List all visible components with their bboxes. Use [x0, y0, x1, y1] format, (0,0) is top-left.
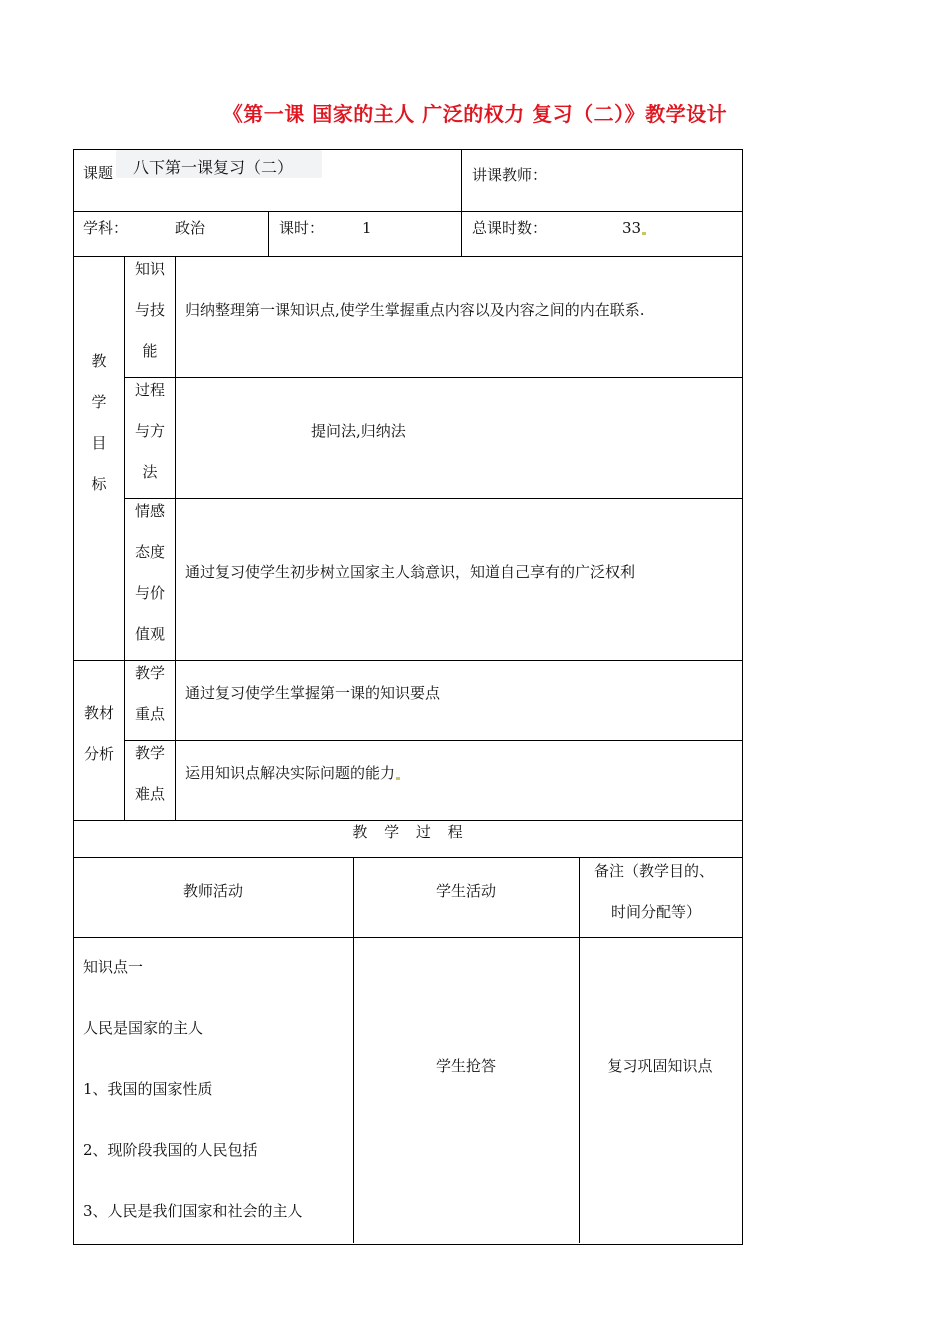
analysis-content-difficulty: 运用知识点解决实际问题的能力	[185, 766, 400, 781]
period-label: 课时：	[279, 219, 325, 237]
objective-content-emotion: 通过复习使学生初步树立国家主人翁意识，知道自己享有的广泛权利	[185, 563, 636, 581]
teacher-line: 知识点一	[83, 958, 144, 976]
col-note-line1: 备注（教学目的、	[594, 862, 715, 880]
objective-label-emotion: 情感 态度 与价 值观	[134, 502, 165, 643]
total-label: 总课时数：	[472, 219, 548, 237]
total-value: 33	[622, 221, 646, 236]
document-title: 《第一课 国家的主人 广泛的权力 复习（二）》教学设计	[222, 102, 728, 126]
analysis-label-difficulty: 教学 难点	[134, 744, 165, 803]
student-activity: 学生抢答	[435, 1057, 496, 1075]
analysis-content-key: 通过复习使学生掌握第一课的知识要点	[185, 684, 441, 702]
col-note-line2: 时间分配等）	[611, 903, 702, 921]
subject-label: 学科：	[83, 219, 129, 237]
objective-content-process: 提问法,归纳法	[311, 422, 406, 440]
teacher-line: 3、人民是我们国家和社会的主人	[83, 1202, 303, 1220]
teacher-line: 2、现阶段我国的人民包括	[83, 1141, 258, 1159]
subject-value: 政治	[175, 219, 206, 237]
teacher-line: 人民是国家的主人	[83, 1019, 204, 1037]
objective-label-process: 过程 与方 法	[134, 381, 165, 481]
analysis-label-key: 教学 重点	[134, 664, 165, 723]
topic-label: 课题	[83, 164, 114, 182]
col-student-activity: 学生活动	[435, 882, 496, 900]
objective-content-knowledge: 归纳整理第一课知识点,使学生掌握重点内容以及内容之间的内在联系.	[185, 301, 645, 319]
objective-label-knowledge: 知识 与技 能	[134, 260, 165, 360]
col-teacher-activity: 教师活动	[182, 882, 243, 900]
topic-value: 八下第一课复习（二）	[133, 158, 294, 177]
objectives-group-label: 教 学 目 标	[91, 352, 107, 493]
analysis-group-label: 教材 分析	[83, 704, 114, 763]
teacher-label: 讲课教师：	[472, 166, 548, 184]
period-value: 1	[362, 219, 372, 237]
process-heading: 教 学 过 程	[352, 823, 463, 841]
note-text: 复习巩固知识点	[607, 1057, 713, 1075]
teacher-line: 1、我国的国家性质	[83, 1080, 213, 1098]
